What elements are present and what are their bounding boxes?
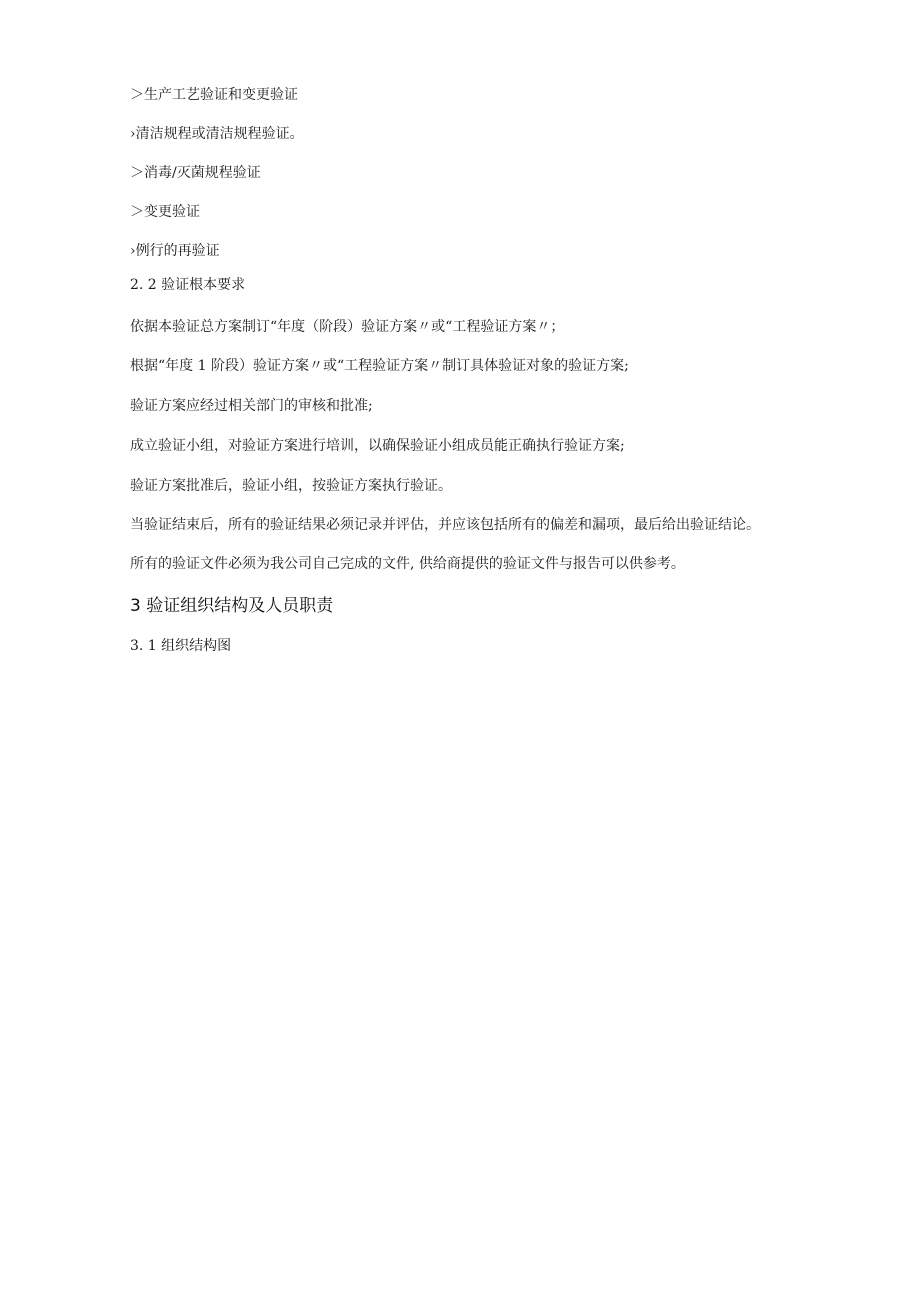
paragraph-4: 成立验证小组，对验证方案进行培训，以确保验证小组成员能正确执行验证方案; (130, 438, 625, 454)
paragraph-7: 所有的验证文件必须为我公司自己完成的文件, 供给商提供的验证文件与报告可以供参考。 (130, 556, 685, 572)
bullet-sterilization-validation: ＞消毒/灭菌规程验证 (130, 165, 261, 181)
bullet-change-validation: ＞变更验证 (130, 204, 200, 220)
bullet-cleaning-validation: ›清洁规程或清洁规程验证。 (130, 126, 304, 142)
section-2-2-title: 2. 2 验证根本要求 (130, 277, 246, 293)
section-3-heading: 3 验证组织结构及人员职责 (130, 596, 334, 616)
paragraph-1: 依据本验证总方案制订“年度（阶段）验证方案〃或“工程验证方案〃； (130, 319, 565, 335)
bullet-revalidation: ›例行的再验证 (130, 243, 220, 259)
bullet-process-validation: ＞生产工艺验证和变更验证 (130, 87, 298, 103)
paragraph-2: 根据“年度 1 阶段）验证方案〃或“工程验证方案〃制订具体验证对象的验证方案; (130, 358, 629, 374)
paragraph-3: 验证方案应经过相关部门的审核和批准; (130, 398, 373, 414)
section-3-1-title: 3. 1 组织结构图 (130, 638, 232, 654)
paragraph-6: 当验证结束后，所有的验证结果必须记录并评估，并应该包括所有的偏差和漏项，最后给出验证结论。 (130, 517, 760, 533)
paragraph-5: 验证方案批准后，验证小组，按验证方案执行验证。 (130, 478, 452, 494)
